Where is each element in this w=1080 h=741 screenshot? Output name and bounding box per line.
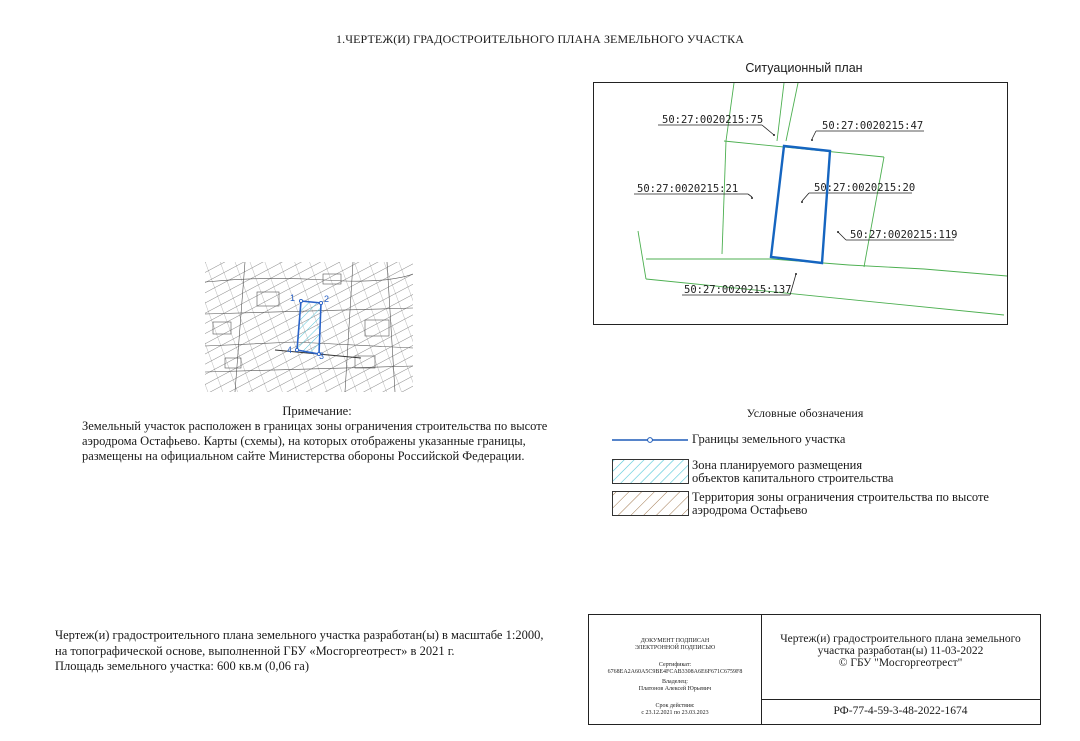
document-description: Чертеж(и) градостроительного плана земельного участка разработан(ы) 11-03-2022 © ГБУ "Мосгоргеотрест" bbox=[780, 633, 1021, 669]
note-heading: Примечание: bbox=[282, 404, 352, 418]
vertex-label-3: 3 bbox=[319, 351, 325, 361]
parcel-label-75: 50:27:0020215:75 bbox=[662, 114, 764, 126]
document-code: РФ-77-4-59-3-48-2022-1674 bbox=[833, 705, 968, 717]
note-text bbox=[82, 419, 554, 464]
boundary-line-icon bbox=[612, 438, 688, 443]
title-block bbox=[588, 614, 1041, 725]
vertex-label-1: 1 bbox=[290, 293, 296, 303]
vertex-label-4: 4 bbox=[287, 345, 293, 355]
site-boundary bbox=[771, 146, 830, 263]
stamp-divider bbox=[761, 699, 1040, 700]
parcel-label-47: 50:27:0020215:47 bbox=[822, 120, 924, 132]
digital-signature-stamp bbox=[589, 615, 762, 724]
signature-header: ДОКУМЕНТ ПОДПИСАН ЭЛЕКТРОННОЙ ПОДПИСЬЮ bbox=[634, 638, 716, 651]
situation-plan-title: Ситуационный план bbox=[745, 61, 863, 75]
situation-plan bbox=[593, 82, 1008, 325]
drawing-title: 1.ЧЕРТЕЖ(И) ГРАДОСТРОИТЕЛЬНОГО ПЛАНА ЗЕМЕЛЬНОГО УЧАСТКА bbox=[336, 32, 744, 46]
note-line: Земельный участок расположен в границах зоны ограничения строительства по высоте bbox=[82, 419, 548, 433]
cyan-hatch-icon bbox=[613, 460, 689, 484]
note-line: аэродрома Остафьево. Карты (схемы), на которых отображены указанные границы, bbox=[82, 434, 526, 448]
site-topo-map bbox=[205, 262, 413, 392]
legend-heading: Условные обозначения bbox=[746, 406, 864, 417]
signature-owner: Владелец: Платонов Алексей Юрьевич bbox=[638, 679, 712, 692]
brown-hatch-icon bbox=[613, 492, 689, 516]
signature-validity: Срок действия: с 23.12.2021 по 23.03.2023 bbox=[641, 703, 709, 716]
parcel-label-20: 50:27:0020215:20 bbox=[814, 182, 916, 194]
note-line: размещены на официальном сайте Министерства обороны Российской Федерации. bbox=[82, 449, 525, 463]
legend-label-boundary: Границы земельного участка bbox=[692, 432, 846, 446]
legend-label-cyan-zone: Зона планируемого размещения объектов капитального строительства bbox=[692, 458, 894, 485]
legend-label-brown-zone: Территория зоны ограничения строительства по высоте аэродрома Остафьево bbox=[692, 490, 989, 517]
parcel-label-137: 50:27:0020215:137 bbox=[684, 284, 792, 296]
parcel-label-119: 50:27:0020215:119 bbox=[850, 229, 958, 241]
signature-cert: Сертификат: 6768EA2A60A5C9BE4FCAB3308A6E6F671C6759F8 bbox=[607, 662, 743, 675]
parcel-leaders bbox=[634, 125, 954, 295]
vertex-label-2: 2 bbox=[324, 294, 330, 304]
document-info bbox=[761, 615, 1040, 724]
parcel-label-21: 50:27:0020215:21 bbox=[637, 183, 739, 195]
legend-symbols bbox=[612, 432, 692, 518]
scale-note: Чертеж(и) градостроительного плана земельного участка разработан(ы) в масштабе 1:2000, на топографической основе, выполненной ГБУ «Мосгоргеотрест» в 2021 г. Площадь земельного участка: 600 кв.м (0,06 га) bbox=[55, 628, 544, 673]
